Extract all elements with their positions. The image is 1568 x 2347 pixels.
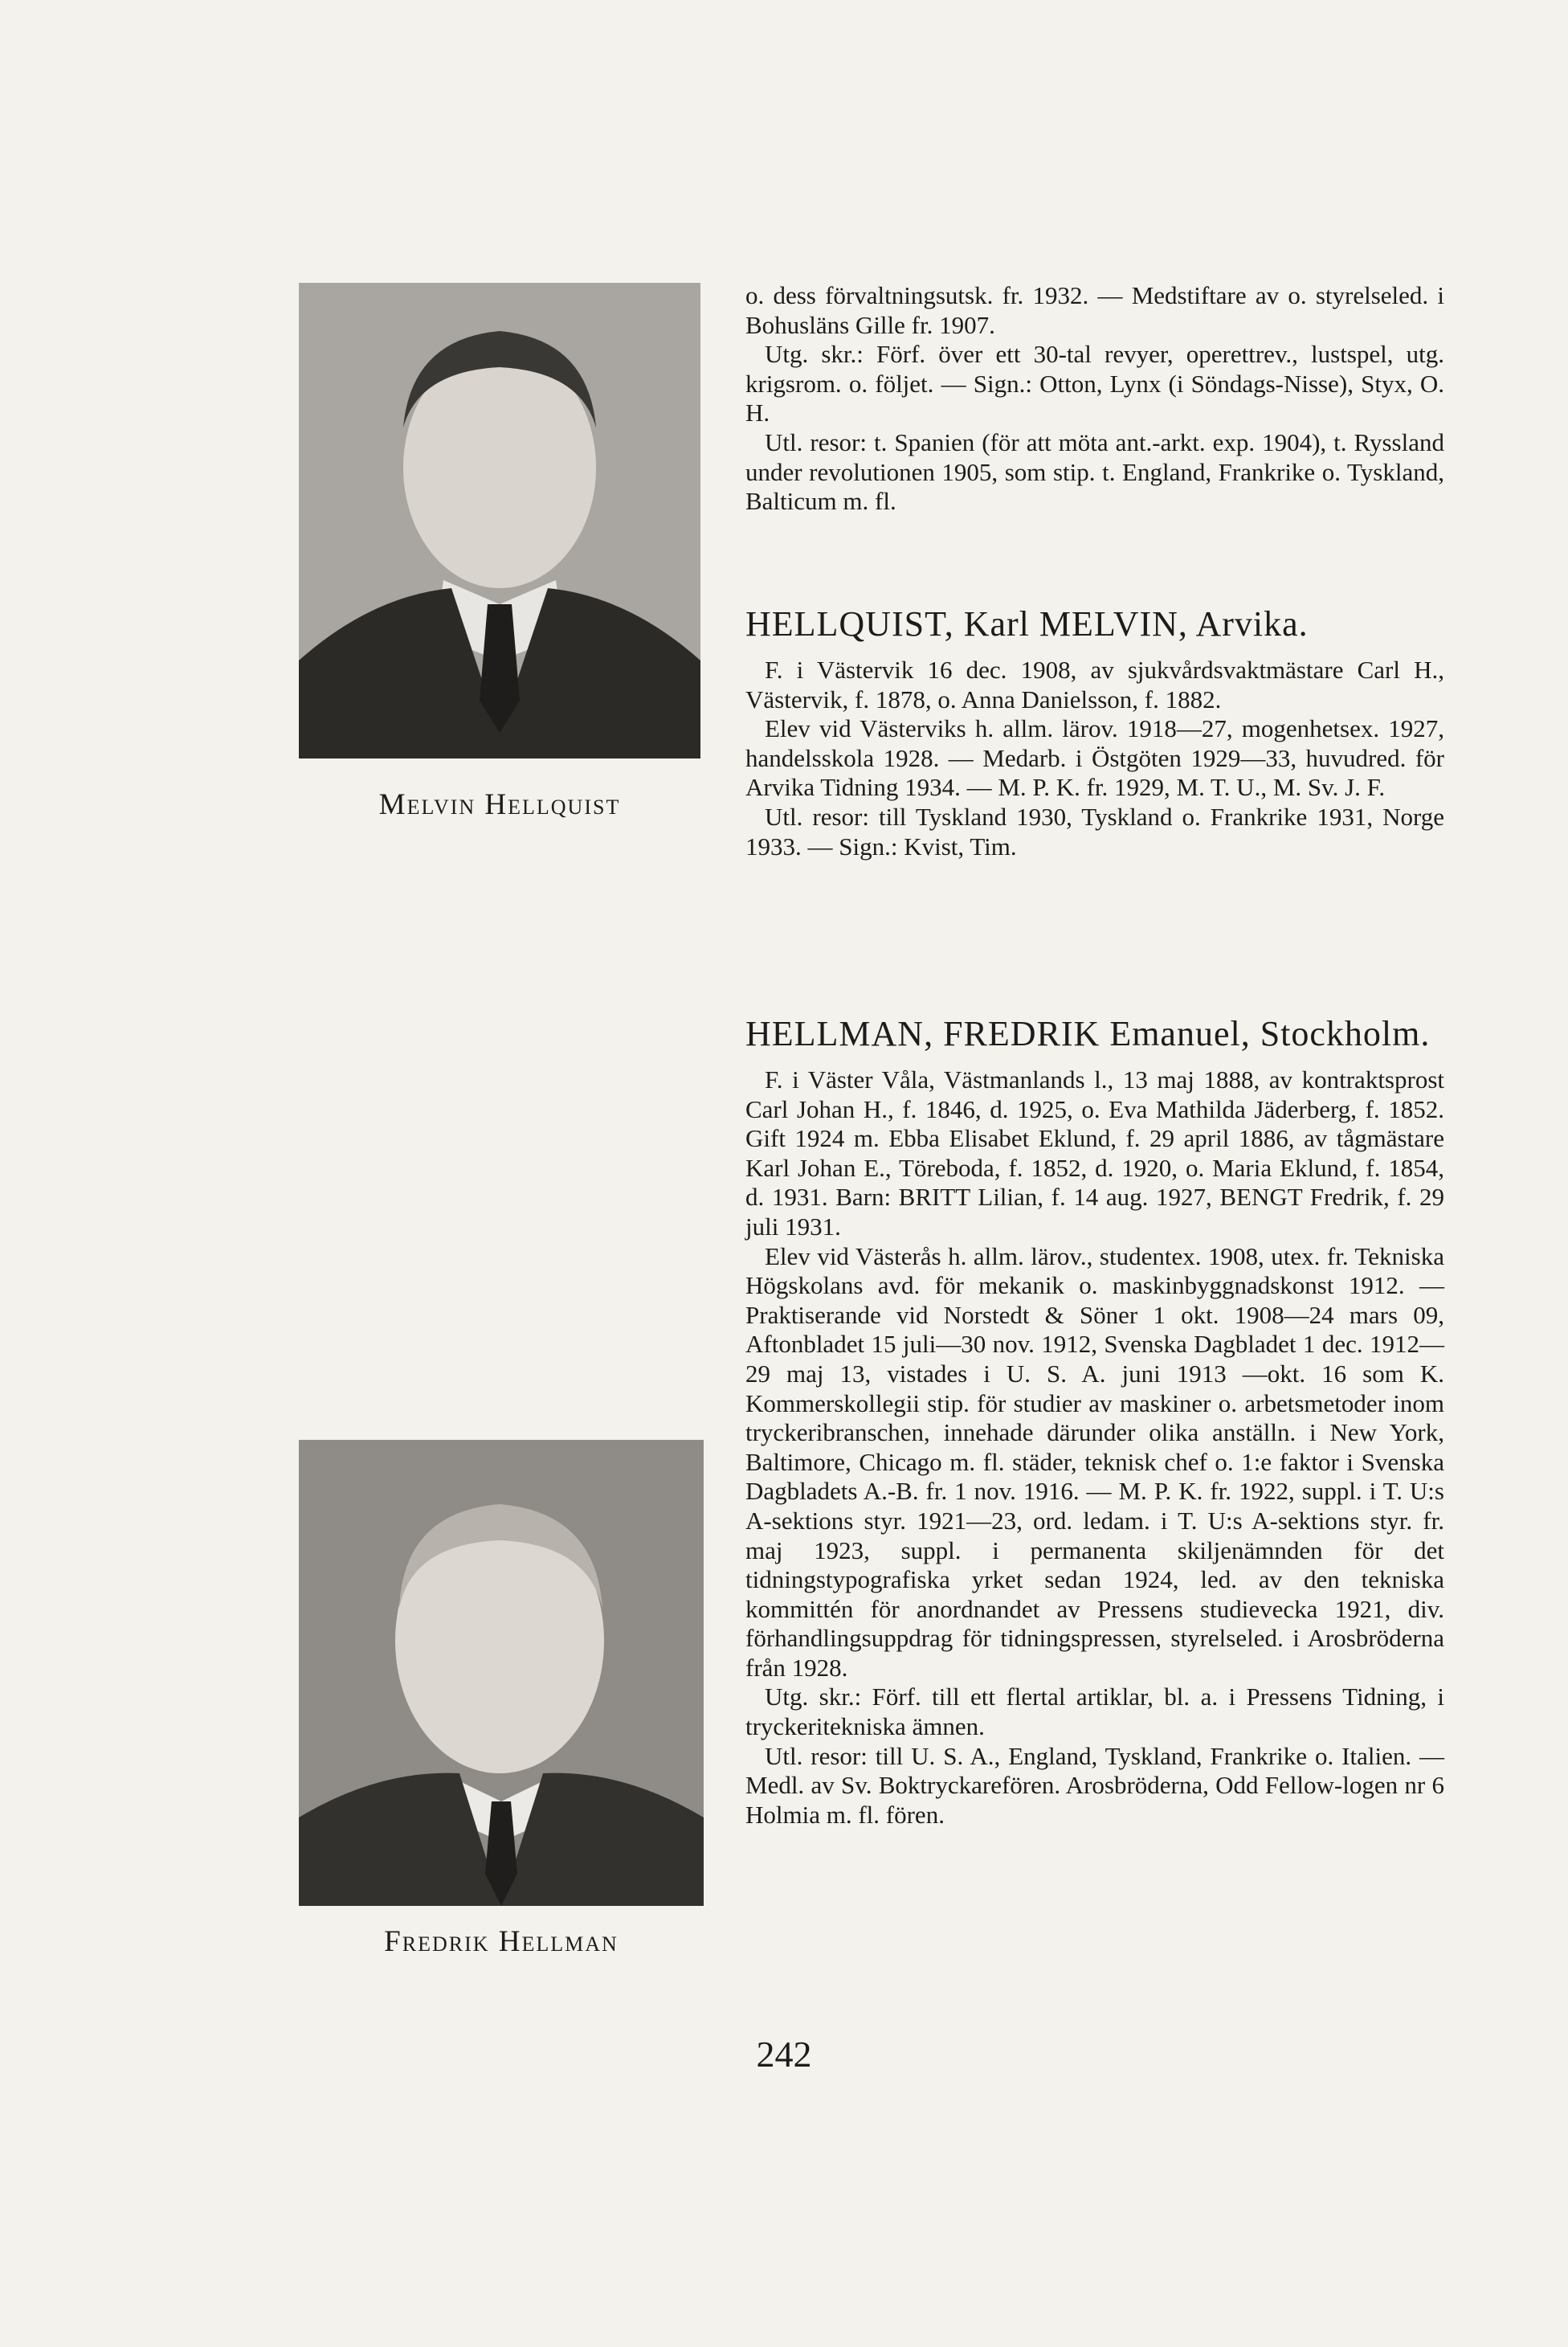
entry-heading: HELLMAN, FREDRIK Emanuel, Stockholm. (745, 1014, 1431, 1053)
paragraph: o. dess förvaltningsutsk. fr. 1932. — Medstiftare av o. styrelseled. i Bohusläns Gille fr. 1907. (745, 281, 1444, 339)
paragraph: Utl. resor: t. Spanien (för att möta ant.-arkt. exp. 1904), t. Ryssland under revolutionen 1905, som stip. t. England, Frankrike o. Tyskland, Balticum m. fl. (745, 427, 1444, 516)
paragraph: Elev vid Västerås h. allm. lärov., studentex. 1908, utex. fr. Tekniska Högskolans avd. för mekanik o. maskinbyggnadskonst 1912. — Praktiserande vid Norstedt & Söner 1 okt. 1908—24 mars 09, Aftonbladet 15 juli—30 nov. 1912, Svenska Dagbladet 1 dec. 1912—29 maj 13, vistades i U. S. A. juni 1913 —okt. 16 som K. Kommerskollegii stip. för studier av maskiner o. arbetsmetoder inom tryckeribranschen, innehade därunder olika anställn. i New York, Baltimore, Chicago m. fl. städer, teknisk chef o. 1:e faktor i Svenska Dagbladets A.-B. fr. 1 nov. 1916. — M. P. K. fr. 1922, suppl. i T. U:s A-sektions styr. 1921—23, ord. ledam. i T. U:s A-sektions styr. fr. maj 1923, suppl. i permanenta skiljenämnden för det tidningstypografiska yrket sedan 1924, led. av den tekniska kommittén för anordnandet av Pressens studievecka 1921, div. förhandlingsuppdrag för tidningspressen, styrelseled. i Arosbröderna från 1928. (745, 1241, 1444, 1682)
continuation-text (745, 281, 1444, 517)
paragraph: Utl. resor: till Tyskland 1930, Tyskland o. Frankrike 1931, Norge 1933. — Sign.: Kvist, Tim. (745, 802, 1444, 861)
portrait-photo-fredrik-hellman (299, 1440, 704, 1906)
entry-hellman (745, 1014, 1444, 1830)
paragraph: Utg. skr.: Förf. över ett 30-tal revyer, operettrev., lustspel, utg. krigsrom. o. följet. — Sign.: Otton, Lynx (i Söndags-Nisse), Styx, O. H. (745, 340, 1444, 427)
photo-caption-1: Melvin Hellquist (378, 788, 621, 821)
paragraph: F. i Västervik 16 dec. 1908, av sjukvårdsvaktmästare Carl H., Västervik, f. 1878, o. Anna Danielsson, f. 1882. (745, 656, 1444, 714)
page-number: 242 (756, 2034, 812, 2075)
portrait-photo-melvin-hellquist (299, 283, 700, 758)
portrait-illustration (299, 283, 700, 758)
entry-heading: HELLQUIST, Karl MELVIN, Arvika. (745, 604, 1309, 644)
photo-caption-2: Fredrik Hellman (384, 1925, 619, 1958)
paragraph: Utl. resor: till U. S. A., England, Tyskland, Frankrike o. Italien. — Medl. av Sv. Boktryckarefören. Arosbröderna, Odd Fellow-logen nr 6 Holmia m. fl. fören. (745, 1741, 1444, 1829)
entry-hellquist (745, 604, 1444, 861)
portrait-illustration (299, 1440, 704, 1906)
paragraph: Elev vid Västerviks h. allm. lärov. 1918—27, mogenhetsex. 1927, handelsskola 1928. — Medarb. i Östgöten 1929—33, huvudred. för Arvika Tidning 1934. — M. P. K. fr. 1929, M. T. U., M. Sv. J. F. (745, 714, 1444, 802)
paragraph: F. i Väster Våla, Västmanlands l., 13 maj 1888, av kontraktsprost Carl Johan H., f. 1846, d. 1925, o. Eva Mathilda Jäderberg, f. 1852. Gift 1924 m. Ebba Elisabet Eklund, f. 29 april 1886, av tågmästare Karl Johan E., Töreboda, f. 1852, d. 1920, o. Maria Eklund, f. 1854, d. 1931. Barn: BRITT Lilian, f. 14 aug. 1927, BENGT Fredrik, f. 29 juli 1931. (745, 1065, 1444, 1241)
paragraph: Utg. skr.: Förf. till ett flertal artiklar, bl. a. i Pressens Tidning, i tryckeritekniska ämnen. (745, 1683, 1444, 1741)
